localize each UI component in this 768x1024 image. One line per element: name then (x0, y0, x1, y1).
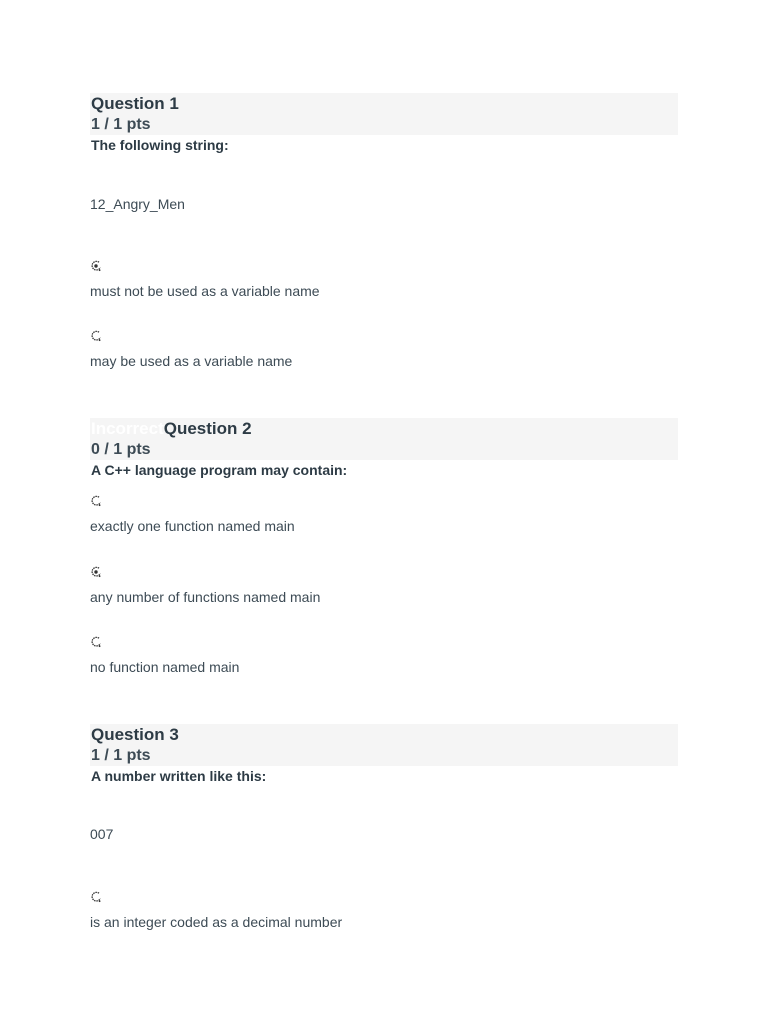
question-2-points: 0 / 1 pts (91, 441, 151, 458)
question-1-code: 12_Angry_Men (90, 196, 185, 212)
radio-unselected-icon[interactable] (90, 636, 102, 648)
question-3-title (91, 725, 179, 745)
question-3-header (90, 724, 678, 766)
incorrect-label: Incorrect (91, 419, 164, 438)
radio-unselected-icon[interactable] (90, 495, 102, 507)
radio-selected-icon[interactable] (90, 260, 102, 272)
answer-option: must not be used as a variable name (90, 283, 320, 299)
question-1-header (90, 93, 678, 135)
answer-option: exactly one function named main (90, 518, 295, 534)
question-2-header (90, 418, 678, 460)
question-1-points: 1 / 1 pts (91, 116, 151, 133)
question-title-text: Question 2 (163, 419, 252, 438)
question-2-prompt: A C++ language program may contain: (91, 462, 348, 478)
question-title-text: Question 3 (91, 725, 179, 744)
question-1-title (91, 94, 179, 114)
radio-unselected-icon[interactable] (90, 330, 102, 342)
question-3-prompt: A number written like this: (91, 768, 267, 784)
answer-option: any number of functions named main (90, 589, 321, 605)
question-2-title (91, 419, 252, 439)
answer-option: may be used as a variable name (90, 353, 293, 369)
question-3-code: 007 (90, 826, 114, 842)
question-title-text: Question 1 (91, 94, 179, 113)
question-1-prompt: The following string: (91, 137, 229, 153)
question-3-points: 1 / 1 pts (91, 747, 151, 764)
answer-option: no function named main (90, 659, 240, 675)
answer-option: is an integer coded as a decimal number (90, 914, 343, 930)
radio-unselected-icon[interactable] (90, 891, 102, 903)
radio-selected-icon[interactable] (90, 566, 102, 578)
